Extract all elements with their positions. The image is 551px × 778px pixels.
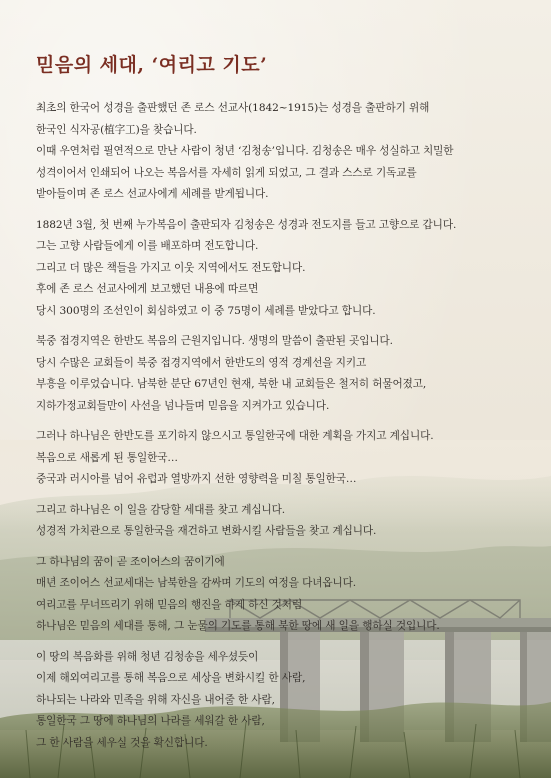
- text-line: 북중 접경지역은 한반도 복음의 근원지입니다. 생명의 말씀이 출판된 곳입니다.: [36, 335, 393, 347]
- text-line: 받아들이며 존 로스 선교사에게 세례를 받게됩니다.: [36, 188, 269, 200]
- text-line: 그 하나님의 꿈이 곧 조이어스의 꿈이기에: [36, 555, 225, 568]
- text-line: 지하가정교회들만이 사선을 넘나들며 믿음을 지켜가고 있습니다.: [36, 399, 330, 412]
- paragraph: [36, 331, 521, 417]
- text-line: 그는 고향 사람들에게 이를 배포하며 전도합니다.: [36, 240, 259, 252]
- text-line: 이제 해외여리고를 통해 복음으로 세상을 변화시킬 한 사람,: [36, 672, 306, 684]
- text-line: 복음으로 새롭게 된 통일한국…: [36, 451, 178, 464]
- paragraph: [36, 98, 521, 206]
- text-line: 통일한국 그 땅에 하나님의 나라를 세워갈 한 사람,: [36, 715, 265, 727]
- text-line: 중국과 러시아를 넘어 유럽과 열방까지 선한 영향력을 미칠 통일한국…: [36, 473, 357, 485]
- text-line: 여리고를 무너뜨리기 위해 믿음의 행진을 하게 하신 것처럼: [36, 598, 303, 611]
- page-title: 믿음의 세대, ‘여리고 기도’: [36, 54, 268, 76]
- paragraph: [36, 500, 521, 543]
- text-line: 하나님은 믿음의 세대를 통해, 그 눈물의 기도를 통해 북한 땅에 새 일을 행하실 것입니다.: [36, 620, 440, 632]
- text-line: 최초의 한국어 성경을 출판했던 존 로스 선교사(1842~1915)는 성경을 출판하기 위해: [36, 102, 430, 114]
- text-line: 부흥을 이루었습니다. 남북한 분단 67년인 현재, 북한 내 교회들은 철저히 허물어졌고,: [36, 378, 427, 390]
- paragraph: [36, 552, 521, 638]
- text-line: 하나되는 나라와 민족을 위해 자신을 내어줄 한 사람,: [36, 693, 275, 706]
- text-line: 그 한 사람을 세우실 것을 확신합니다.: [36, 736, 208, 749]
- text-line: 그리고 더 많은 책들을 가지고 이웃 지역에서도 전도합니다.: [36, 261, 306, 274]
- text-line: 당시 수많은 교회들이 북중 접경지역에서 한반도의 영적 경계선을 지키고: [36, 356, 367, 369]
- text-line: 그리고 하나님은 이 일을 감당할 세대를 찾고 계십니다.: [36, 503, 286, 516]
- text-line: 후에 존 로스 선교사에게 보고했던 내용에 따르면: [36, 283, 259, 295]
- text-line: 당시 300명의 조선인이 회심하였고 이 중 75명이 세례를 받았다고 합니다.: [36, 304, 376, 317]
- text-line: 한국인 식자공(植字工)을 찾습니다.: [36, 123, 197, 136]
- text-line: 매년 조이어스 선교세대는 남북한을 감싸며 기도의 여정을 다녀옵니다.: [36, 577, 357, 589]
- text-line: 성격이어서 인쇄되어 나오는 복음서를 자세히 읽게 되었고, 그 결과 스스로 기독교를: [36, 166, 417, 179]
- text-line: 1882년 3월, 첫 번째 누가복음이 출판되자 김청송은 성경과 전도지를 들고 고향으로 갑니다.: [36, 218, 457, 231]
- text-line: 이 땅의 복음화를 위해 청년 김청송을 세우셨듯이: [36, 650, 259, 663]
- text-line: 그러나 하나님은 한반도를 포기하지 않으시고 통일한국에 대한 계획을 가지고 계십니다.: [36, 430, 434, 442]
- text-line: 이때 우연처럼 필연적으로 만난 사람이 청년 ‘김청송’입니다. 김청송은 매우 성실하고 치밀한: [36, 145, 454, 157]
- paragraph: [36, 647, 521, 755]
- text-line: 성경적 가치관으로 통일한국을 재건하고 변화시킬 사람들을 찾고 계십니다.: [36, 525, 377, 537]
- paragraph: [36, 426, 521, 491]
- body-text: [36, 98, 521, 763]
- paragraph: [36, 215, 521, 323]
